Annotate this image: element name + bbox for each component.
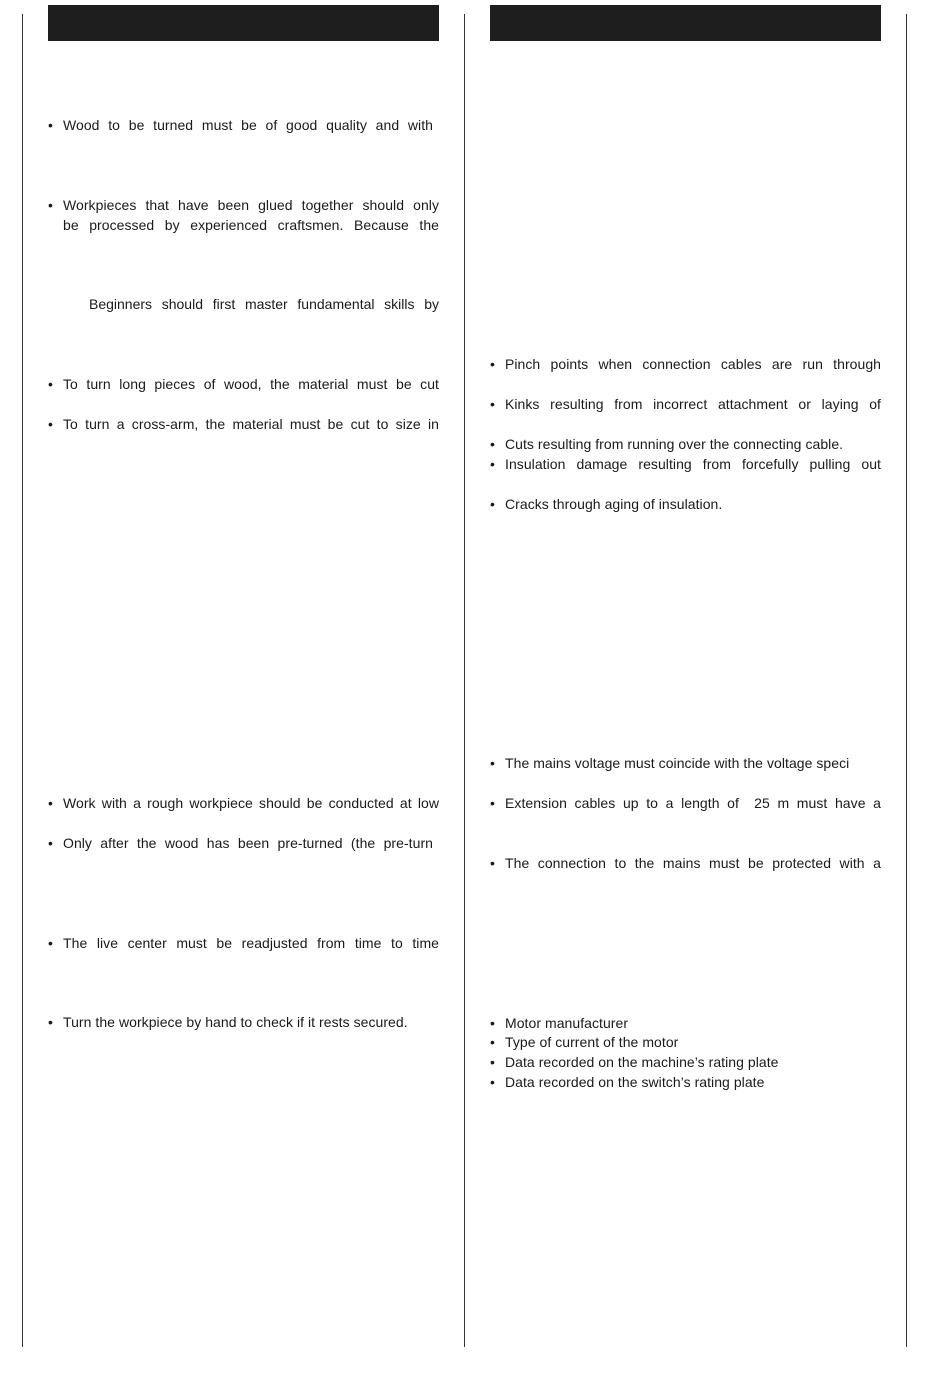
bullet: • <box>490 1054 495 1070</box>
bullet: • <box>48 835 53 851</box>
list-item <box>48 793 439 813</box>
list-item <box>490 793 881 813</box>
paragraph-line: Beginners should first master fundamental skills by <box>89 296 439 312</box>
list-item-text: Type of current of the motor <box>505 1034 679 1050</box>
list-item-text: The live center must be readjusted from time to time <box>63 935 439 951</box>
list-item-text: Cuts resulting from running over the connecting cable. <box>505 436 844 452</box>
list-item-text: be processed by experienced craftsmen. Because the <box>63 217 439 233</box>
list-item <box>490 1013 881 1033</box>
bullet: • <box>490 795 495 811</box>
list-item <box>48 833 433 853</box>
list-item-text: Extension cables up to a length of 25 m must have a <box>505 795 881 811</box>
list-item <box>490 494 881 514</box>
list-item-continuation <box>48 215 439 235</box>
bullet: • <box>48 935 53 951</box>
bullet: • <box>490 396 495 412</box>
list-item-text: Cracks through aging of insulation. <box>505 496 723 512</box>
bullet: • <box>490 436 495 452</box>
list-item <box>48 414 439 434</box>
list-item-text: To turn a cross-arm, the material must be cut to size in <box>63 416 439 432</box>
bullet: • <box>490 1034 495 1050</box>
list-item <box>48 1012 439 1032</box>
bullet: • <box>48 795 53 811</box>
list-item-text: Only after the wood has been pre-turned (the pre-turn <box>63 835 433 851</box>
list-item-text: Pinch points when connection cables are run through <box>505 356 881 372</box>
list-item <box>48 933 439 953</box>
list-item <box>490 1032 881 1052</box>
list-item <box>48 374 439 394</box>
left-margin-rule <box>22 14 23 1347</box>
list-item <box>490 1052 881 1072</box>
left-header-bar <box>48 5 439 41</box>
list-item-text: Insulation damage resulting from forcefully pulling out <box>505 456 881 472</box>
bullet: • <box>48 416 53 432</box>
list-item <box>490 454 881 474</box>
bullet: • <box>48 117 53 133</box>
list-item-text: Motor manufacturer <box>505 1015 629 1031</box>
list-item-text: Kinks resulting from incorrect attachment or laying of <box>505 396 881 412</box>
bullet: • <box>490 496 495 512</box>
list-item <box>48 115 433 135</box>
right-margin-rule <box>906 14 907 1347</box>
bullet: • <box>490 755 495 771</box>
list-item <box>490 354 881 374</box>
list-item-text: Work with a rough workpiece should be conducted at low <box>63 795 439 811</box>
list-item-text: Turn the workpiece by hand to check if it rests secured. <box>63 1014 408 1030</box>
bullet: • <box>48 197 53 213</box>
bullet: • <box>48 1014 53 1030</box>
list-item <box>490 394 881 414</box>
bullet: • <box>490 456 495 472</box>
list-item-text: Wood to be turned must be of good quality and with <box>63 117 433 133</box>
list-item-text: Workpieces that have been glued together should only <box>63 197 439 213</box>
list-item <box>490 853 881 873</box>
bullet: • <box>48 376 53 392</box>
bullet: • <box>490 855 495 871</box>
list-item-text: The mains voltage must coincide with the voltage speci <box>505 755 850 771</box>
list-item-text: Data recorded on the switch’s rating plate <box>505 1074 765 1090</box>
bullet: • <box>490 1015 495 1031</box>
bullet: • <box>490 356 495 372</box>
list-item <box>490 434 881 454</box>
list-item <box>48 195 439 215</box>
right-header-bar <box>490 5 881 41</box>
list-item <box>490 753 881 773</box>
list-item <box>490 1072 881 1092</box>
list-item-text: Data recorded on the machine’s rating plate <box>505 1054 779 1070</box>
list-item-text: The connection to the mains must be protected with a <box>505 855 881 871</box>
bullet: • <box>490 1074 495 1090</box>
list-item-text: To turn long pieces of wood, the material must be cut <box>63 376 439 392</box>
center-column-rule <box>464 14 465 1347</box>
